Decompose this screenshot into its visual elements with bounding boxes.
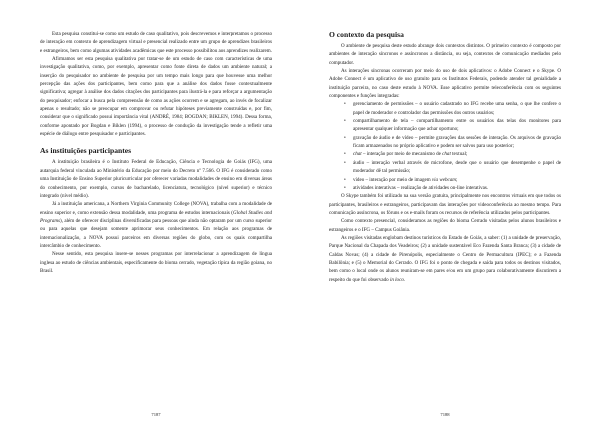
paragraph-nova [40, 200, 272, 250]
heading-context: O contexto da pesquisa [329, 30, 404, 39]
paragraph-cerrado: Nesse sentido, esta pesquisa insere-se nesses programas por interrelacionar a aprendizagem de língua inglesa ao estudo de ciências ambientais, especificamente do bioma cerrado, vegetação típica da região goiana, no Brasil. [40, 251, 272, 274]
chat-term: chat [353, 151, 362, 158]
left-text-column [40, 30, 272, 275]
page-number-left: 7187 [151, 412, 161, 417]
feature-list [329, 100, 561, 192]
paragraph-presencial: Como contexto presencial, consideramos as regiões do bioma Cerrado visitadas pelos alunos brasileiros e estrangeiros e o IFG – Campus Goiânia. [329, 218, 561, 233]
list-item-audio: • áudio – interação verbal através de microfone, desde que o usuário que desempenhe o papel de moderador dê tal permissão; [353, 159, 561, 176]
list-item-chat [353, 150, 561, 158]
paragraph-skype: O Skype também foi utilizado na sua versão gratuita, principalmente nos encontros virtuais em que todos os participantes, brasileiros e estrangeiros, participavam das interações por videoconferência ao mesmo tempo. Para comunicação assíncrona, os fóruns e os e-mails foram os recursos de referência utilizados pelos participantes. [329, 193, 561, 216]
video-text-b: ; [455, 176, 458, 183]
paragraph-ifg: A instituição brasileira é o Instituto Federal de Educação, Ciência e Tecnologia de Goiás (IFG), uma autarquia federal vinculada ao Ministério da Educação por meio do Decreto nº 7.566. O IFG é considerado como uma Instituição de Ensino Superior pluricurricular por oferecer variadas modalidades de ensino em diversas áreas do conhecimento, por exemplo, cursos de bacharelado, licenciatura, tecnológico (nível superior) e técnico integrado (nível médio). [40, 159, 272, 199]
list-item-screen-share: • compartilhamento de tela – compartilhamento entre os usuários das telas dos monitores para apresentar qualquer informação que achar oportuno; [353, 117, 561, 134]
chat-term-inline: chat [442, 151, 451, 158]
paragraph-regions [329, 234, 561, 284]
chat-text-b: textual; [450, 151, 468, 158]
video-text-a: vídeo – interação por meio de imagem [353, 176, 432, 183]
right-page [329, 30, 561, 418]
paragraph-qualitative: Afirmamos ser esta pesquisa qualitativa por tratar-se de um estudo de caso com características de uma investigação qualitativa, como, por exemplo, apresentar como fonte direta de dados um ambiente natural; a inserção do pesquisador no ambiente de pesquisa por um tempo mais longo para que houvesse uma melhor percepção das ações dos participantes, bem como para que a análise dos dados fosse contextualmente significativa; agregar à análise dos dados citações dos participantes para ilustrá-la e para reforçar a argumentação do pesquisador; enfocar a busca pela compreensão de como as ações ocorrem e se agregam, ao invés de focalizar apenas o resultado; não se preocupar em comprovar ou refutar hipóteses previamente construídas e, por fim, considerar que o significado possui importância vital (ANDRÉ, 1984; BOGDAN; BIKLEN, 1994). Dessa forma, conforme apontado por Bogdan e Biklen (1994), o processo de condução da investigação tende a refletir uma espécie de diálogo entre pesquisador e participantes. [40, 56, 272, 138]
paragraph-intro: Esta pesquisa constitui-se como um estudo de caso qualitativo, pois descrevemos e interpretamos o processo de interação em contexto de aprendizagem virtual e presencial realizado entre um grupo de aprendizes brasileiros e estrangeiros, bem como algumas atividades acadêmicas que este processo possibilitou aos aprendizes realizarem. [40, 31, 272, 54]
video-webcam: via webcam [431, 176, 456, 183]
nova-program-name: Global Studies and Programs [40, 209, 272, 224]
list-item-permissions: • gerenciamento de permissões – o usuário cadastrado no IFG recebe uma senha, o que lhe confere o papel de moderador e controlador das permissões dos outros usuários; [353, 100, 561, 117]
regions-text-a: As regiões visitadas englobam destinos turísticos do Estado de Goiás, a saber: (1) a unidade de preservação, Parque Nacional da Chapada dos Veadeiros; (2) a unidade sustentável Eco Fazenda Santa Branca; (3) a cidade de Caldas Novas; (4) a cidade de Pirenópolis, especialmente o Centro de Permacultura (IPEC); e a Fazenda Babilônia; e (5) o Memorial do Cerrado. O IFG foi o ponto de chegada e saída para todos os destinos visitados, bem como o local onde os alunos reuniram-se em pares e/ou em um grupo para colaborativamente discutirem a respeito do que foi observado [329, 234, 561, 283]
right-text-column [329, 30, 561, 284]
page-number-right: 7188 [440, 412, 450, 417]
list-item-video [353, 176, 561, 184]
heading-institutions: As instituições participantes [40, 146, 132, 156]
nova-text-a: Já a instituição americana, a Northern Virginia Community College (NOVA), trabalha com a modalidade de ensino superior e, como extensão dessa modalidade, uma programa de estudos internacionais ( [40, 201, 272, 216]
list-item-activities: • atividades interativas – realização de atividades on-line interativas. [353, 184, 561, 192]
chat-text-a: – interação por meio de mecanismo de [361, 151, 443, 158]
paragraph-sync: As interações síncronas ocorreram por meio do uso de dois aplicativos: o Adobe Connect e o Skype. O Adobe Connect é um aplicativo de uso gratuito para os Institutos Federais, podendo atender tal genialidade a instituição parceira, no caso deste estudo à NOVA. Esse aplicativo permite teleconferência com os seguintes componentes e funções integradas: [329, 68, 561, 100]
regions-in-loco: in loco [389, 276, 404, 283]
left-page [40, 30, 272, 418]
paragraph-contexts: O ambiente de pesquisa deste estudo abrange dois contextos distintos. O primeiro contexto é composto por ambientes de interação síncronos e assíncronos a distância, ou seja, contextos de comunicação mediados pelo computador. [329, 43, 561, 66]
regions-text-b: . [403, 276, 406, 283]
list-item-recording: • gravação de áudio e de vídeo – permite gravações das sessões de interação. Os arquivos de gravação ficam armazenados no próprio aplicativo e podem ser salvos para uso posterior; [353, 134, 561, 151]
nova-text-b: ), além de oferecer disciplinas diversificadas para pessoas que ainda não optaram por um curso superior ou para aquelas que desejam somente aprimorar seus conhecimentos. Em relação aos programas de internacionalização, a NOVA possui parceiros em diversas regiões do globo, com os quais compartilha intercâmbio de conhecimento. [40, 217, 272, 249]
